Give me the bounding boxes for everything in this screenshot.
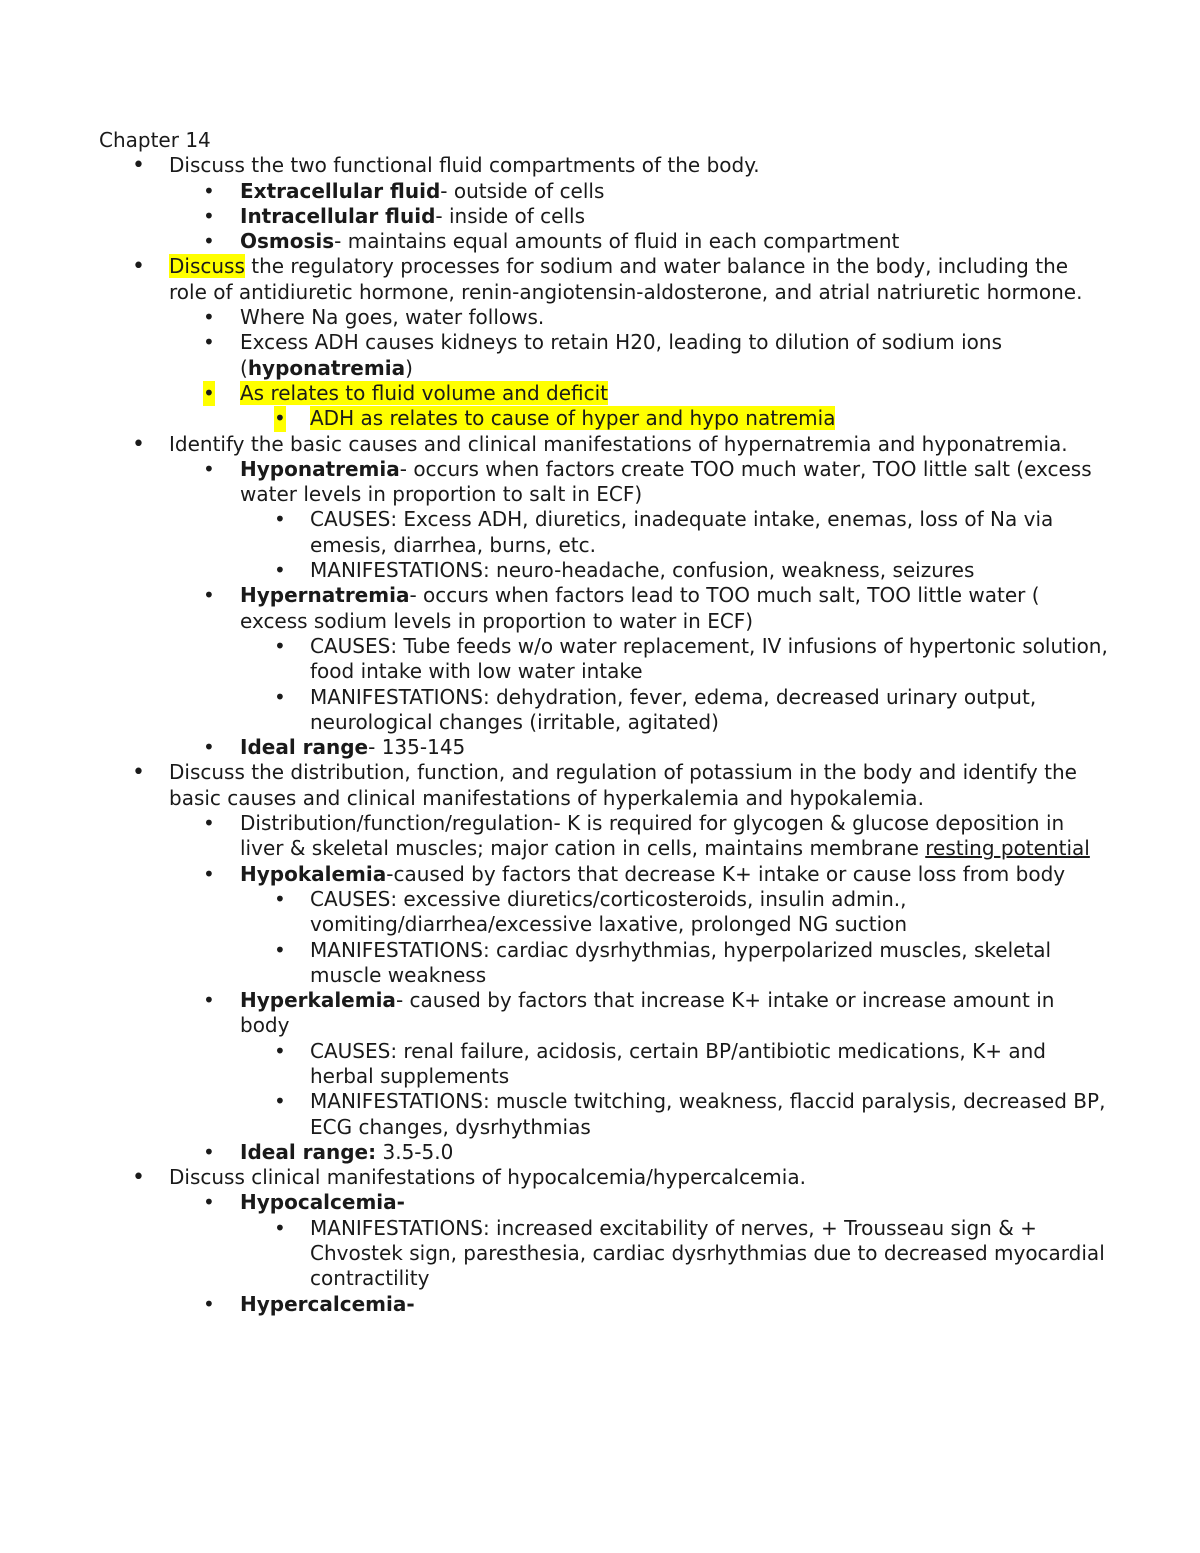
list-item (99, 406, 1109, 431)
item-text: CAUSES: Excess ADH, diuretics, inadequate intake, enemas, loss of Na via emesis, diarrhea, burns, etc. (310, 507, 1054, 557)
item-text: Excess ADH causes kidneys to retain H20, leading to dilution of sodium ions ( (240, 330, 1003, 380)
bullet-icon: • (132, 431, 145, 457)
outline-list (99, 153, 1109, 1317)
term-label: - (396, 1190, 405, 1215)
term-label: - (406, 1291, 415, 1316)
bullet-icon: • (203, 330, 215, 355)
bullet-icon: • (203, 1139, 215, 1164)
item-text: ADH as relates to cause of hyper and hypo natremia (310, 406, 836, 431)
bullet-icon: • (274, 1038, 286, 1063)
item-text: As relates to fluid volume and deficit (240, 380, 609, 405)
term-label: hyponatremia (247, 355, 406, 380)
bullet-icon: • (203, 178, 215, 203)
item-text: MANIFESTATIONS: dehydration, fever, edema, decreased urinary output, neurological changes (irritable, agitated) (310, 684, 1037, 734)
list-item (99, 1190, 1109, 1215)
item-text: CAUSES: renal failure, acidosis, certain BP/antibiotic medications, K+ and herbal supplements (310, 1038, 1046, 1088)
term-label: Ideal range: (240, 1139, 377, 1164)
item-text: Discuss (169, 254, 245, 279)
list-item (99, 432, 1109, 457)
bullet-icon: • (203, 988, 215, 1013)
bullet-icon: • (274, 507, 286, 532)
item-text: ) (405, 355, 413, 380)
list-item (99, 988, 1109, 1039)
item-text: CAUSES: Tube feeds w/o water replacement, IV infusions of hypertonic solution, food intake with low water intake (310, 633, 1108, 684)
item-text: Discuss clinical manifestations of hypocalcemia/hypercalcemia. (169, 1165, 806, 1190)
term-label: Osmosis (240, 229, 335, 254)
list-item (99, 254, 1109, 305)
bullet-icon: • (274, 937, 286, 962)
list-item (99, 1140, 1109, 1165)
list-item (99, 862, 1109, 887)
bullet-icon: • (274, 633, 286, 658)
bullet-icon: • (203, 203, 215, 228)
bullet-icon: • (203, 861, 215, 886)
term-label: Hypernatremia (240, 583, 410, 608)
list-item (99, 811, 1109, 862)
bullet-icon: • (203, 583, 215, 608)
item-text: - occurs when factors lead to TOO much salt, TOO little water ( excess sodium levels in proportion to water in ECF) (240, 583, 1040, 633)
list-item (99, 735, 1109, 760)
list-item (99, 330, 1109, 381)
bullet-icon: • (132, 254, 145, 280)
list-item (99, 634, 1109, 685)
item-text: Discuss the two functional fluid compartments of the body. (169, 153, 760, 178)
item-text: MANIFESTATIONS: neuro-headache, confusion, weakness, seizures (310, 558, 975, 583)
list-item (99, 1292, 1109, 1317)
list-item (99, 558, 1109, 583)
bullet-icon: • (274, 558, 286, 583)
bullet-icon: • (274, 1089, 286, 1114)
bullet-icon: • (132, 1165, 145, 1191)
list-item (99, 153, 1109, 178)
term-label: Hypercalcemia (240, 1291, 407, 1316)
bullet-icon: • (203, 1291, 215, 1316)
list-item (99, 229, 1109, 254)
document-body (99, 128, 1109, 1317)
term-label: Hypocalcemia (240, 1190, 397, 1215)
item-text: -caused by factors that decrease K+ intake or cause loss from body (386, 861, 1066, 886)
item-text: MANIFESTATIONS: cardiac dysrhythmias, hyperpolarized muscles, skeletal muscle weakness (310, 937, 1052, 987)
term-label: Intracellular fluid (240, 203, 436, 228)
list-item (99, 204, 1109, 229)
bullet-icon: • (203, 456, 215, 481)
bullet-icon: • (274, 406, 286, 431)
bullet-icon: • (274, 886, 286, 911)
list-item (99, 887, 1109, 938)
item-text: MANIFESTATIONS: muscle twitching, weakness, flaccid paralysis, decreased BP, ECG changes, dysrhythmias (310, 1089, 1106, 1139)
list-item (99, 583, 1109, 634)
item-text: resting potential (925, 836, 1090, 861)
list-item (99, 1089, 1109, 1140)
item-text: - caused by factors that increase K+ intake or increase amount in body (240, 988, 1055, 1038)
term-label: Hyperkalemia (240, 988, 396, 1013)
item-text: - occurs when factors create TOO much water, TOO little salt (excess water levels in proportion to salt in ECF) (240, 456, 1092, 507)
term-label: Ideal range (240, 735, 369, 760)
term-label: Hypokalemia (240, 861, 387, 886)
list-item (99, 457, 1109, 508)
list-item (99, 1039, 1109, 1090)
bullet-icon: • (274, 1215, 286, 1240)
bullet-icon: • (203, 811, 215, 836)
item-text: CAUSES: excessive diuretics/corticosteroids, insulin admin., vomiting/diarrhea/excessive laxative, prolonged NG suction (310, 886, 908, 937)
list-item (99, 179, 1109, 204)
bullet-icon: • (203, 305, 215, 330)
term-label: Extracellular fluid (240, 178, 441, 203)
term-label: Hyponatremia (240, 456, 400, 481)
list-item (99, 1216, 1109, 1292)
list-item (99, 760, 1109, 811)
list-item (99, 305, 1109, 330)
list-item (99, 381, 1109, 406)
page-title: Chapter 14 (99, 128, 211, 152)
item-text: Where Na goes, water follows. (240, 305, 545, 330)
item-text: Identify the basic causes and clinical manifestations of hypernatremia and hyponatremia. (169, 431, 1068, 456)
bullet-icon: • (203, 380, 215, 405)
item-text: MANIFESTATIONS: increased excitability of nerves, + Trousseau sign & + Chvostek sign, paresthesia, cardiac dysrhythmias due to decreased myocardial contractility (310, 1215, 1105, 1291)
bullet-icon: • (132, 153, 145, 179)
item-text: Distribution/function/regulation- K is required for glycogen & glucose deposition in liver & skeletal muscles; major cation in cells, maintains membrane (240, 811, 1065, 861)
item-text: Discuss the distribution, function, and regulation of potassium in the body and identify the basic causes and clinical manifestations of hyperkalemia and hypokalemia. (169, 760, 1077, 810)
bullet-icon: • (274, 684, 286, 709)
item-text: the regulatory processes for sodium and water balance in the body, including the role of antidiuretic hormone, renin-angiotensin-aldosterone, and atrial natriuretic hormone. (169, 254, 1083, 304)
bullet-icon: • (203, 735, 215, 760)
bullet-icon: • (203, 229, 215, 254)
bullet-icon: • (203, 1190, 215, 1215)
item-text: - outside of cells (440, 178, 605, 203)
list-item (99, 1165, 1109, 1190)
item-text: 3.5-5.0 (376, 1139, 454, 1164)
list-item (99, 685, 1109, 736)
bullet-icon: • (132, 760, 145, 786)
list-item (99, 507, 1109, 558)
item-text: - maintains equal amounts of fluid in each compartment (334, 229, 900, 254)
item-text: - inside of cells (435, 203, 585, 228)
list-item (99, 938, 1109, 989)
item-text: - 135-145 (368, 735, 466, 760)
